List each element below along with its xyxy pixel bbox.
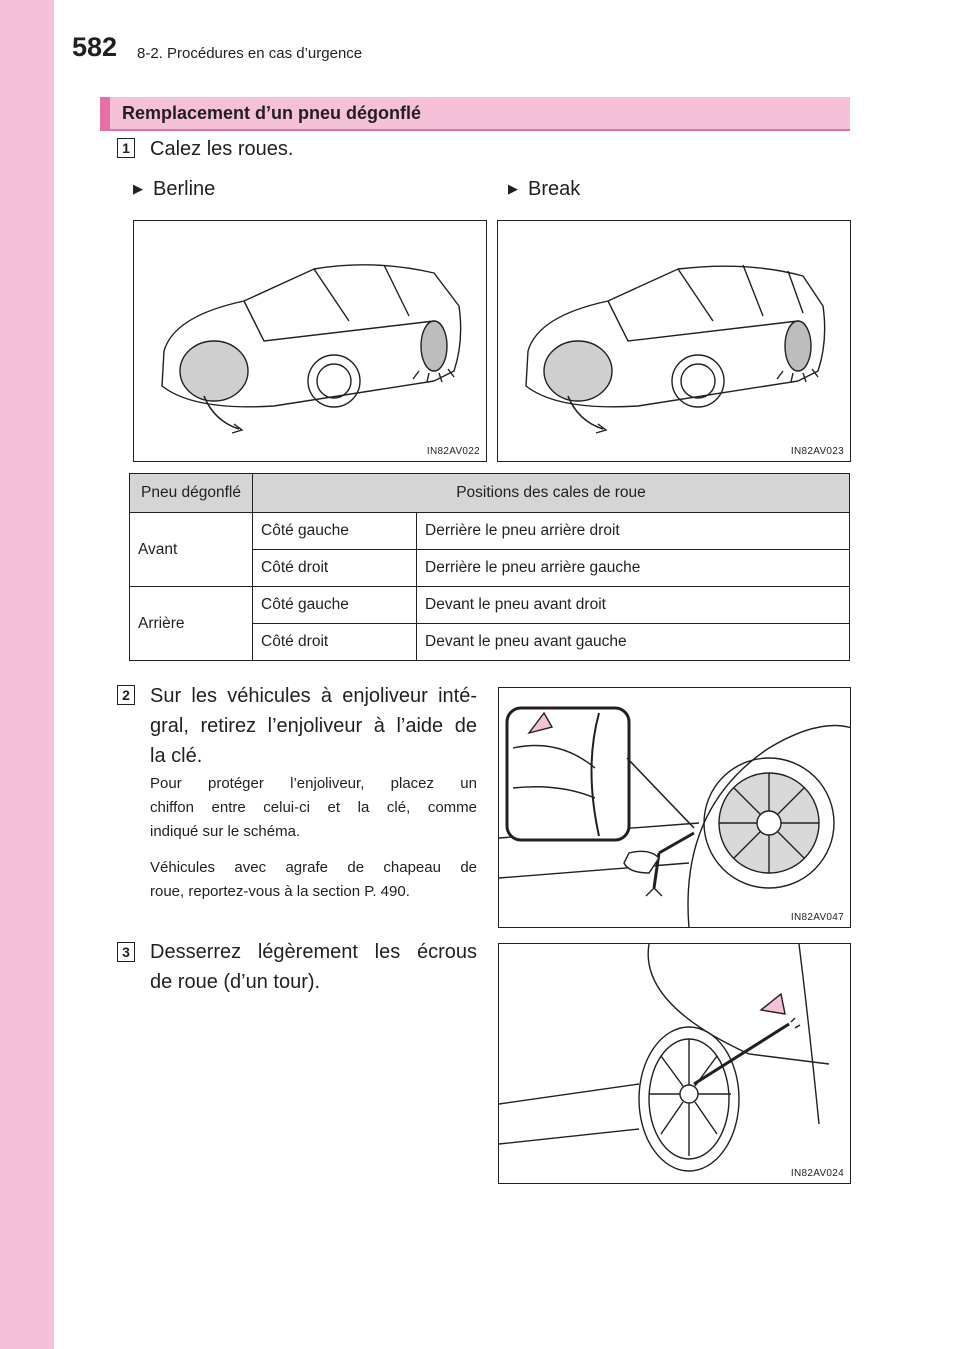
table-cell-position: Devant le pneu avant gauche <box>417 624 850 661</box>
sedan-wheel-chock-illustration <box>133 220 487 462</box>
note-line: roue, reportez-vous à la section P. 490. <box>150 883 410 900</box>
section-header <box>100 97 850 131</box>
step-3-number: 3 <box>117 942 135 962</box>
hubcap-wheel-drawing <box>499 688 851 928</box>
hubcap-protect-note <box>150 772 477 844</box>
note-line: Pour protéger l’enjoliveur, placez un <box>150 775 477 792</box>
clip-vehicles-note <box>150 856 477 904</box>
note-line: Véhicules avec agrafe de chapeau de <box>150 859 477 876</box>
section-title: Remplacement d’un pneu dégonflé <box>122 103 422 123</box>
step-2-line: la clé. <box>150 745 203 767</box>
table-cell-position: Devant le pneu avant droit <box>417 587 850 624</box>
note-line: indiqué sur le schéma. <box>150 823 301 840</box>
note-line: chiffon entre celui-ci et la clé, comme <box>150 799 477 816</box>
table-cell-side: Côté droit <box>253 624 417 661</box>
variant-sedan <box>133 178 215 201</box>
figure-code: IN82AV047 <box>790 912 844 923</box>
sedan-car-drawing <box>134 221 487 462</box>
table-header: Positions des cales de roue <box>253 474 850 513</box>
variant-wagon-label: Break <box>528 178 581 200</box>
page-number: 582 <box>72 32 118 62</box>
step-2-line: gral, retirez l’enjoliveur à l’aide de <box>150 715 477 737</box>
triangle-bullet-icon: ▶ <box>508 181 518 196</box>
wrench-wheel-drawing <box>499 944 851 1184</box>
step-3-line: de roue (d’un tour). <box>150 971 321 993</box>
chapter-title: 8-2. Procédures en cas d’urgence <box>137 45 363 62</box>
table-header-row <box>130 474 850 513</box>
chapter-tab-band <box>0 0 54 1349</box>
table-cell-side: Côté gauche <box>253 513 417 550</box>
hubcap-removal-illustration <box>498 687 851 928</box>
table-row <box>130 587 850 624</box>
variant-wagon <box>508 178 580 201</box>
step-2-text <box>150 681 477 771</box>
figure-code: IN82AV023 <box>790 446 844 457</box>
table-group-label: Arrière <box>130 587 253 661</box>
table-cell-side: Côté gauche <box>253 587 417 624</box>
section-accent-bar <box>100 97 110 129</box>
wheel-nut-loosening-illustration <box>498 943 851 1184</box>
table-cell-position: Derrière le pneu arrière gauche <box>417 550 850 587</box>
step-1-number: 1 <box>117 138 135 158</box>
triangle-bullet-icon: ▶ <box>133 181 143 196</box>
wagon-car-drawing <box>498 221 851 462</box>
table-cell-position: Derrière le pneu arrière droit <box>417 513 850 550</box>
step-2-number: 2 <box>117 685 135 705</box>
variant-sedan-label: Berline <box>153 178 216 200</box>
wheel-chock-table <box>129 473 850 661</box>
step-2-line: Sur les véhicules à enjoliveur inté- <box>150 685 477 707</box>
wagon-wheel-chock-illustration <box>497 220 851 462</box>
step-3-line: Desserrez légèrement les écrous <box>150 941 477 963</box>
table-group-label: Avant <box>130 513 253 587</box>
step-3-text <box>150 937 477 997</box>
figure-code: IN82AV024 <box>790 1168 844 1179</box>
figure-code: IN82AV022 <box>426 446 480 457</box>
table-cell-side: Côté droit <box>253 550 417 587</box>
step-1-text: Calez les roues. <box>150 138 294 160</box>
table-header: Pneu dégonflé <box>130 474 253 513</box>
table-row <box>130 513 850 550</box>
